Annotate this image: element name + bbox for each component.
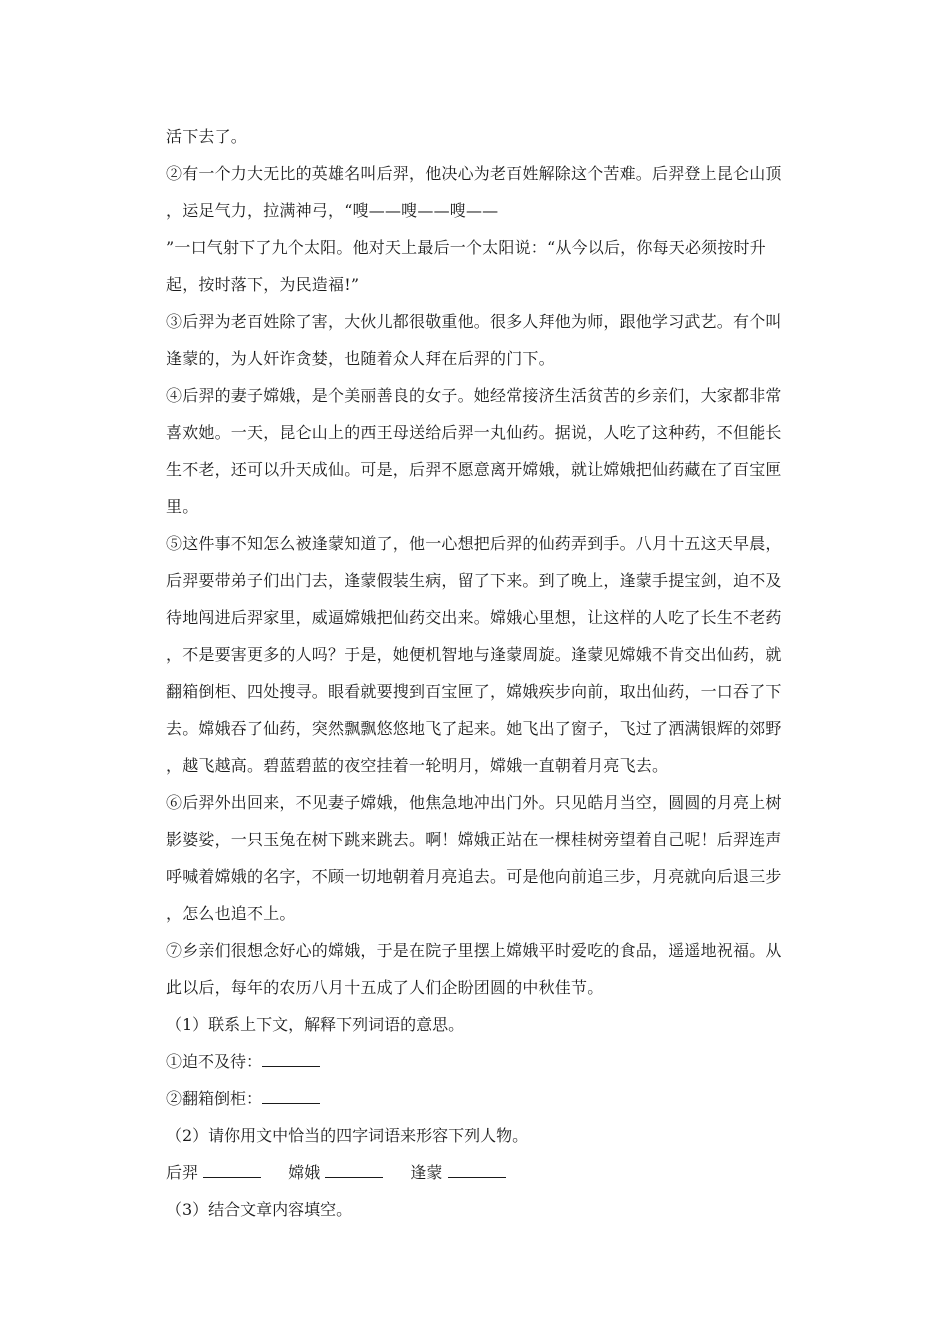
answer-blank[interactable] (262, 1085, 320, 1104)
answer-blank[interactable] (325, 1159, 383, 1178)
passage-line: 生不老，还可以升天成仙。可是，后羿不愿意离开嫦娥，就让嫦娥把仙药藏在了百宝匣 (166, 460, 782, 479)
passage-line: 去。嫦娥吞了仙药，突然飘飘悠悠地飞了起来。她飞出了窗子，飞过了洒满银辉的郊野 (166, 719, 782, 738)
passage-line: 逢蒙的，为人奸诈贪婪，也随着众人拜在后羿的门下。 (166, 349, 555, 368)
question-1 (166, 1006, 806, 1117)
question-3-prompt: （3）结合文章内容填空。 (166, 1200, 353, 1219)
passage-line: ，不是要害更多的人吗？于是，她便机智地与逢蒙周旋。逢蒙见嫦娥不肯交出仙药，就 (166, 645, 782, 664)
passage-line: ⑦乡亲们很想念好心的嫦娥，于是在院子里摆上嫦娥平时爱吃的食品，遥遥地祝福。从 (166, 941, 782, 960)
passage-line: ，越飞越高。碧蓝碧蓝的夜空挂着一轮明月，嫦娥一直朝着月亮飞去。 (166, 756, 669, 775)
passage-line: ⑤这件事不知怎么被逢蒙知道了，他一心想把后羿的仙药弄到手。八月十五这天早晨， (166, 534, 782, 553)
question-1-item-1-label: ①迫不及待： (166, 1052, 263, 1071)
passage-line: ，运足气力，拉满神弓，“嗖——嗖——嗖—— (166, 201, 499, 220)
passage-line: ⑥后羿外出回来，不见妻子嫦娥，他焦急地冲出门外。只见皓月当空，圆圆的月亮上树 (166, 793, 782, 812)
passage-line: 起，按时落下，为民造福!” (166, 275, 360, 294)
answer-blank[interactable] (203, 1159, 261, 1178)
question-2-prompt: （2）请你用文中恰当的四字词语来形容下列人物。 (166, 1126, 529, 1145)
passage-line: ”一口气射下了九个太阳。他对天上最后一个太阳说：“从今以后，你每天必须按时升 (166, 238, 766, 257)
question-2-answers (166, 1154, 806, 1191)
passage-line: 待地闯进后羿家里，威逼嫦娥把仙药交出来。嫦娥心里想，让这样的人吃了长生不老药 (166, 608, 782, 627)
passage-line: ③后羿为老百姓除了害，大伙儿都很敬重他。很多人拜他为师，跟他学习武艺。有个叫 (166, 312, 782, 331)
passage (166, 118, 806, 1006)
passage-line: 喜欢她。一天，昆仑山上的西王母送给后羿一丸仙药。据说，人吃了这种药，不但能长 (166, 423, 782, 442)
passage-line: ，怎么也追不上。 (166, 904, 296, 923)
passage-line: 翻箱倒柜、四处搜寻。眼看就要搜到百宝匣了，嫦娥疾步向前，取出仙药，一口吞了下 (166, 682, 782, 701)
answer-blank[interactable] (448, 1159, 506, 1178)
passage-line: ②有一个力大无比的英雄名叫后羿，他决心为老百姓解除这个苦难。后羿登上昆仑山顶 (166, 164, 782, 183)
question-1-prompt: （1）联系上下文，解释下列词语的意思。 (166, 1015, 465, 1034)
passage-line: 活下去了。 (166, 127, 248, 146)
character-name-houyi: 后羿 (166, 1163, 199, 1182)
question-1-item-1 (166, 1043, 806, 1080)
question-2 (166, 1117, 806, 1191)
question-1-item-2 (166, 1080, 806, 1117)
question-1-item-2-label: ②翻箱倒柜： (166, 1089, 263, 1108)
passage-line: 影婆娑，一只玉兔在树下跳来跳去。啊！嫦娥正站在一棵桂树旁望着自己呢！后羿连声 (166, 830, 782, 849)
answer-blank[interactable] (262, 1048, 320, 1067)
character-name-fengmeng: 逢蒙 (410, 1163, 443, 1182)
passage-line: 此以后，每年的农历八月十五成了人们企盼团圆的中秋佳节。 (166, 978, 604, 997)
passage-line: 后羿要带弟子们出门去，逢蒙假装生病，留了下来。到了晚上，逢蒙手提宝剑，迫不及 (166, 571, 782, 590)
document-page (166, 118, 806, 1228)
passage-line: 里。 (166, 497, 199, 516)
question-3 (166, 1191, 806, 1228)
passage-line: 呼喊着嫦娥的名字，不顾一切地朝着月亮追去。可是他向前追三步，月亮就向后退三步 (166, 867, 782, 886)
passage-line: ④后羿的妻子嫦娥，是个美丽善良的女子。她经常接济生活贫苦的乡亲们，大家都非常 (166, 386, 782, 405)
character-name-change: 嫦娥 (288, 1163, 321, 1182)
